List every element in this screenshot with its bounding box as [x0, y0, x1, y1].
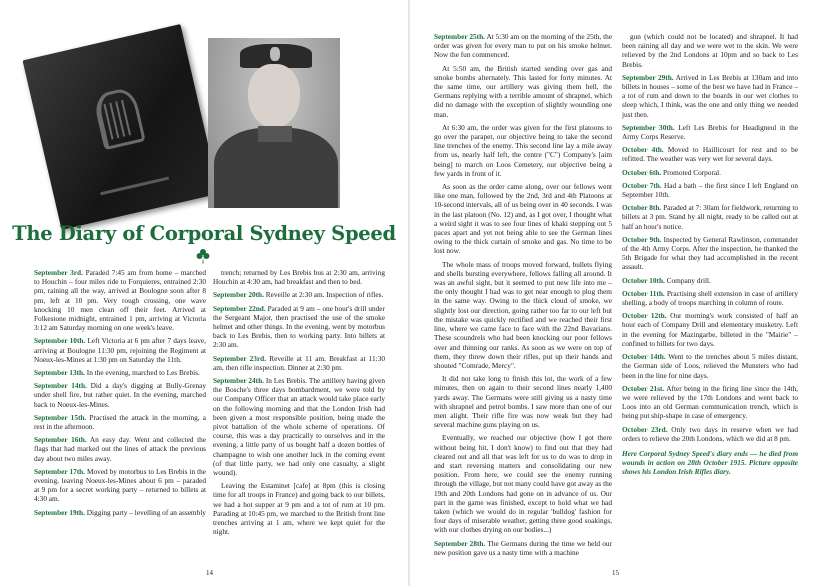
entry-text: Inspected by General Rawlinson, commander of the 4th Army Corps. After the inspection, he thanked the 5th Brigade for what they had accomplished in the recent assault.: [622, 234, 798, 272]
entry-text: Company drill.: [664, 275, 711, 285]
diary-entry: [622, 181, 798, 199]
page-number-right: 15: [612, 569, 619, 577]
diary-entry: [213, 304, 385, 350]
entry-date: October 14th.: [622, 352, 666, 362]
entry-text: trench; returned by Les Brebis bus at 2:30 am, arriving Houchin at 4:30 am, had breakfast and then to bed.: [213, 268, 385, 287]
entry-text: The Germans during the time we held our new position gave us a nasty time with a machine: [434, 538, 612, 557]
entry-date: October 7th.: [622, 180, 662, 190]
diary-entry: [622, 425, 798, 443]
diary-entry: [434, 123, 612, 178]
entry-date: September 24th.: [213, 376, 264, 386]
diary-entry: [434, 433, 612, 534]
diary-entry: [622, 32, 798, 69]
entry-text: Paraded at 9 am – one hour's drill under the Sergeant Major, then practised the use of the smoke helmet and other things. In the evening, went by motorbus back to Les Brebis, then to working party. Into billets at 2:30 am.: [213, 303, 385, 350]
diary-entry: [213, 481, 385, 536]
entry-text: Practised the attack in the morning, a rest in the afternoon.: [34, 412, 206, 432]
entry-date: October 4th.: [622, 145, 664, 155]
page-number-left: 14: [206, 569, 213, 577]
shamrock-icon: [196, 248, 210, 264]
entry-text: Moved to Haillicourt for rest and to be refitted. The weather was very wet for several days.: [622, 145, 798, 164]
entry-text: It did not take long to finish this lot, the work of a few minutes, then on again to their second lines nearly 1,400 yards away. The Germans were still giving us a nasty time with shrapnel and petrol bombs. I saw more than one of our men alight. Their rifle fire was now weak but they had several machine guns playing on us.: [434, 374, 612, 430]
entry-text: In Les Brebis. The artillery having given the Bosche's three days bombardment, we were told by our Company Officer that an attack would take place early on the following morning and that the London Irish had been given a most responsible position, being made the pivot battalion of the whole scheme of operations. Of course, this was a day practically to ourselves and in the evening, a little party of us bought half a dozen bottles of champagne to wish one another luck in the coming event (of that little party, we had only one casualty, a slight wound).: [213, 376, 385, 478]
diary-entry: [622, 276, 798, 285]
diary-cover-lettering: [100, 177, 169, 196]
entry-text: Paraded at 7: 30am for fieldwork, returning to billets at 3 pm. Stand by all night, ready to be called out at half an hour's notice.: [622, 203, 798, 231]
entry-date: October 9th.: [622, 234, 662, 244]
entry-text: gun (which could not be located) and shrapnel. It had been raining all day and we were wet to the skin. We were relieved by the 2nd Londons at 10pm and so back to Les Brebis.: [622, 32, 798, 69]
entry-date: September 22nd.: [213, 303, 266, 313]
entry-date: October 12th.: [622, 311, 667, 321]
diary-book-photo: [23, 24, 220, 230]
diary-column-2: [213, 268, 385, 540]
entry-date: October 8th.: [622, 203, 662, 213]
entry-text: Reveille at 2:30 am. Inspection of rifles.: [263, 290, 384, 300]
entry-text: An easy day. Went and collected the flags that had marked out the lines of attack the previous day about two miles away.: [34, 435, 206, 463]
diary-entry: [622, 168, 798, 177]
diary-entry: [434, 539, 612, 557]
entry-text: Promoted Corporal.: [661, 167, 721, 177]
diary-entry: [434, 182, 612, 256]
diary-entry: [34, 435, 206, 463]
entry-date: September 15th.: [34, 412, 87, 422]
diary-entry: [34, 381, 206, 409]
diary-entry: [213, 290, 385, 299]
diary-entry: [622, 235, 798, 272]
right-page: [410, 0, 820, 586]
entry-text: At 5:50 am, the British started sending over gas and smoke bombs alternately. This lasted for forty minutes. At the same time, our artillery was giving them hell, the Germans replying with a terrible amount of shrapnel, which did no damage with the exception of slightly wounding one man.: [434, 63, 612, 119]
entry-date: September 14th.: [34, 381, 87, 391]
entry-text: Practising shell extension in case of artillery shelling, a body of troops marching in column of route.: [622, 288, 798, 308]
diary-entry: [434, 32, 612, 60]
diary-entry: [622, 203, 798, 231]
entry-text: After being in the firing line since the 14th, we were relieved by the 17th Londons and went back to Loos into an old German communication trench, which is being put ship-shape in case of emergency.: [622, 383, 798, 421]
entry-date: September 25th.: [434, 32, 485, 41]
diary-column-1: [34, 268, 206, 521]
entry-text: Did a day's digging at Bully-Grenay under shell fire, but rather quiet. In the evening, marched back to Noeux-les-Mines.: [34, 381, 206, 409]
soldier-portrait-photo: [208, 38, 340, 208]
diary-entry: [622, 384, 798, 421]
entry-text: Eventually, we reached our objective (how I got there without being hit, I don't know) to find out that they had cleared out and all that was left for us to do was to drop in and start reversing matters and consolidating our new position. From here, we could see the enemy running through the village, but not many could have got away as the 19th and 20th Londons had gone on in advance of us. Our part in the game was finished, except to hold what we had taken (which we would do in regular 'bulldog' fashion for four days of miserable weather, getting three good soakings, with our clothes drying on our bodies...): [434, 433, 612, 535]
entry-date: September 13th.: [34, 368, 85, 378]
diary-entry: [34, 508, 206, 517]
entry-text: Leaving the Estaminet [cafe] at 8pm (this is closing time for all troops in France) and going back to our billets, we had a hot supper at 9 pm and a tot of rum at 10 pm. Parading at 10:45 pm, we marched to the British front line trenches arriving at 1 am, where we kept quiet for the night.: [213, 481, 385, 537]
entry-date: September 16th.: [34, 435, 87, 445]
entry-text: Went to the trenches about 5 miles distant, the German side of Loos, relieved the Munsters who had been in the line for nine days.: [622, 352, 798, 380]
entry-date: October 21st.: [622, 383, 665, 393]
entry-date: September 19th.: [34, 507, 85, 517]
entry-date: September 29th.: [622, 72, 674, 82]
entry-text: At 5:30 am on the morning of the 25th, the order was given for every man to put on his smoke helmet. Now the fun commenced.: [434, 32, 612, 60]
diary-entry: [213, 268, 385, 286]
entry-text: Left Les Brebis for Headigneul in the Army Corps Reserve.: [622, 122, 798, 142]
entry-date: September 20th.: [213, 290, 264, 300]
entry-date: October 10th.: [622, 275, 665, 285]
entry-text: Paraded 7:45 am from home – marched to Houchin – four miles ride to Forquieres, entrained 2:30 pm, raining all the way, arrived at Boulogne soon after 8 pm, left at 10 pm. Very rough crossing, one wave knocking 10 men clean off their feet. Arrived at Folkestone midnight, entrained 1 pm, arriving at Victoria 3:12 am Saturday morning on one week's leave.: [34, 268, 206, 333]
diary-entry: [622, 352, 798, 380]
diary-entry: [34, 467, 206, 504]
page-title: The Diary of Corporal Sydney Speed: [12, 222, 396, 245]
closing-note: Here Corporal Sydney Speed's diary ends — he died from wounds in action on 28th October 1915. Picture opposite shows his London Irish Rifles diary.: [622, 448, 798, 477]
entry-date: October 23rd.: [622, 424, 668, 434]
entry-date: September 17th.: [34, 466, 86, 476]
diary-entry: [622, 73, 798, 119]
entry-date: October 11th.: [622, 288, 665, 298]
entry-text: As soon as the order came along, over our fellows went like one man, followed by the 2nd, 3rd and 4th Platoons at 10-second intervals, all of us being over in 40 seconds. I was in the last platoon (No. 12) and, as I got over, I thought what a weird sight it was to see four lines of khaki stepping out 5 paces apart and yet not being able to see the German lines owing to the thick curtain of smoke and gas. No time to be lost now.: [434, 182, 612, 256]
diary-entry: [34, 368, 206, 377]
diary-entry: [434, 374, 612, 429]
diary-entry: [213, 376, 385, 477]
entry-text: Only two days in reserve when we had orders to relieve the 20th Londons, which we did at 8 pm.: [622, 424, 798, 443]
diary-entry: [34, 413, 206, 431]
diary-entry: [622, 311, 798, 348]
entry-text: Had a bath – the first since I left England on September 10th.: [622, 180, 799, 200]
diary-entry: [34, 268, 206, 332]
entry-date: September 23rd.: [213, 353, 267, 363]
entry-text: Reveille at 11 am. Breakfast at 11:30 am, then rifle inspection. Dinner at 2:30 pm.: [213, 353, 385, 372]
harp-emblem-icon: [92, 86, 146, 150]
diary-entry: [622, 145, 798, 163]
entry-date: September 3rd.: [34, 268, 83, 277]
diary-entry: [213, 354, 385, 372]
diary-entry: [622, 289, 798, 307]
entry-text: The whole mass of troops moved forward, bullets flying and shells bursting everywhere, fellows falling all around. It was an awful sight, but it seemed to put new life into me – the only thought I had was to get near enough to plug them in the same way. Owing to the thick cloud of smoke, we slightly lost our direction, going rather too far to our left but the mistake was quickly rectified and we reached their first line, where we came face to face with the 22nd Bavarians. These scoundrels who had been knocking our poor fellows over and thinning our ranks. As soon as we were on top of them, they threw down their rifles, put up their hands and shouted "Comrade, Mercy".: [434, 259, 612, 370]
entry-text: Digging party – levelling of an assembly: [84, 507, 206, 517]
diary-entry: [622, 123, 798, 141]
entry-text: Arrived in Les Brebis at 130am and into billets in houses – some of the best we have had in France – a tot of rum and down to the boards in our wet clothes to sleep which, I think, was the one and only thing we needed just then.: [622, 72, 798, 119]
diary-entry: [434, 64, 612, 119]
entry-text: In the evening, marched to Les Brebis.: [84, 368, 200, 378]
entry-date: September 30th.: [622, 122, 675, 132]
entry-text: At 6:30 am, the order was given for the first platoons to go over the parapet, our objective being to take the second line trenches of the enemy. This second line lay a mile away from us, nearly half left, the centre ("C") Company's [aim being] to march on Loos Cemetery, our objective being a few yards in front of it.: [434, 122, 612, 178]
entry-date: September 10th.: [34, 336, 86, 346]
diary-column-4: [622, 32, 798, 481]
entry-date: October 6th.: [622, 167, 662, 177]
diary-entry: [34, 336, 206, 364]
entry-text: Our morning's work consisted of half an hour each of Company Drill and elementary musketry. Left in the evening for Mazingarbe, billeted in the "Mairie" – confined to billets for two days.: [622, 311, 798, 348]
diary-entry: [434, 260, 612, 370]
entry-text: Left Victoria at 6 pm after 7 days leave, arriving at Boulogne 11:30 pm, rejoining the Regiment at Noeux-les-Mines at 1:30 pm on Saturday the 11th.: [34, 336, 206, 364]
diary-column-3: [434, 32, 612, 561]
entry-date: September 28th.: [434, 538, 486, 548]
entry-text: Moved by motorbus to Les Brebis in the evening, leaving Noeux-les-Mines about 6 pm – paraded at 9 pm for a secret working party – returned to billets at 4:30 am.: [34, 466, 206, 504]
